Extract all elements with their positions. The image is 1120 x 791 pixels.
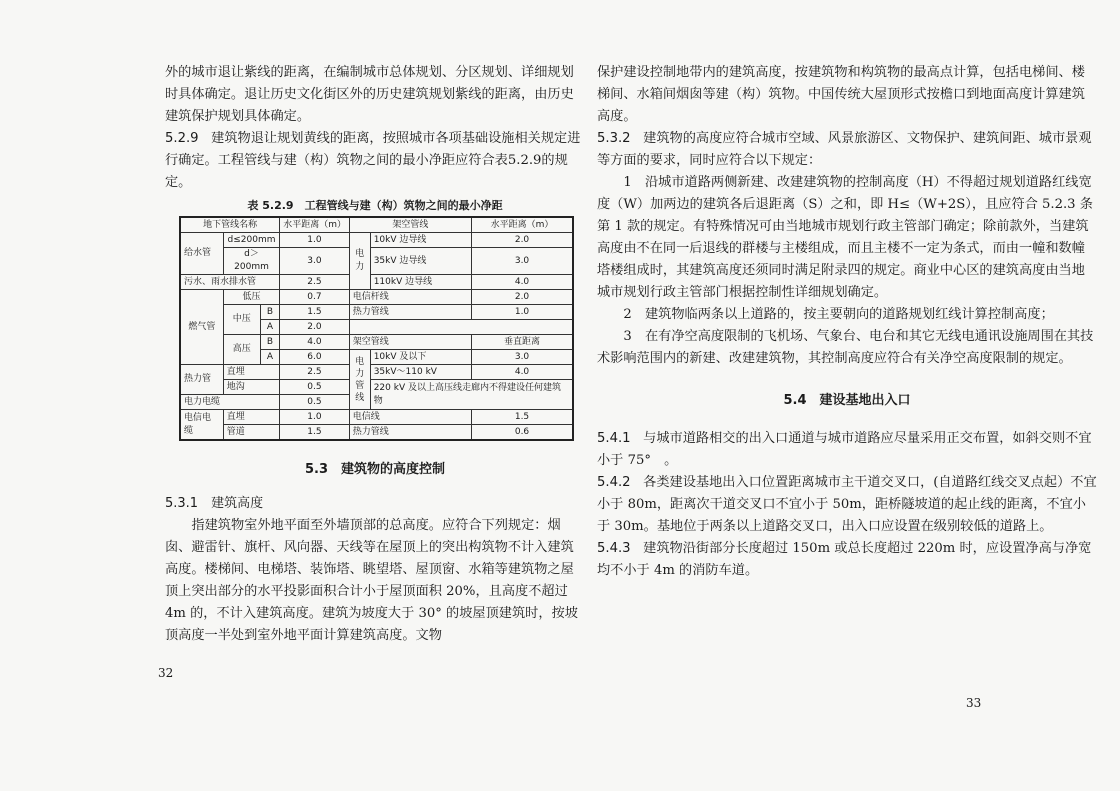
- cell-tc-duct: 管道: [223, 425, 279, 441]
- cell-power-cable: 电力电缆: [180, 395, 280, 410]
- cell-value: 3.0: [472, 248, 573, 275]
- item-2: 2 建筑物临两条以上道路的，按主要朝向的道路规划红线计算控制高度；: [623, 307, 1054, 322]
- clearance-table: [179, 216, 574, 441]
- cell-aerial-2: 架空管线: [349, 335, 471, 350]
- header-aerial: 架空管线: [349, 217, 471, 233]
- section-text: 建筑物沿街部分长度超过 150m 或总长度超过 220m 时，应设置净高与净宽均不小于 4m 的消防车道。: [597, 541, 1092, 578]
- cell-tel-cable: 电信电缆: [180, 410, 223, 441]
- cell-trench: 地沟: [223, 380, 279, 395]
- section-5-4-3: [597, 538, 1097, 582]
- cell-power-aerial: 电力管线: [349, 350, 370, 410]
- cell-b: B: [260, 335, 279, 350]
- cell-a: A: [260, 320, 279, 335]
- cell-gas: 燃气管: [180, 290, 223, 365]
- table-row: [180, 275, 573, 290]
- cell-b: B: [260, 305, 279, 320]
- cell-tc-buried: 直埋: [223, 410, 279, 425]
- section-number: 5.2.9: [165, 131, 199, 146]
- cell-water: 给水管: [180, 233, 223, 275]
- cell-telecom-pole: 电信杆线: [349, 290, 471, 305]
- cell-value: 2.0: [472, 233, 573, 248]
- section-5-4-title: 5.4 建设基地出入口: [783, 393, 911, 408]
- page-number-right: 33: [966, 696, 982, 710]
- header-horizontal-distance: 水平距离（m）: [280, 217, 350, 233]
- cell-value: 1.5: [472, 410, 573, 425]
- section-5-3-1-text: 指建筑物室外地平面至外墙顶部的总高度。应符合下列规定：烟囱、避雷针、旗杆、风向器、天线等在屋顶上的突出构筑物不计入建筑高度。楼梯间、电梯塔、装饰塔、眺望塔、屋顶窗、水箱等建筑物之屋顶上突出部分的水平投影面积合计小于屋顶面积 20%，且高度不超过 4m 的，不计入建筑高度。建筑为坡度大于 30° 的坡屋顶建筑时，按坡顶高度一半处到室外地平面计算建筑高度。文物: [165, 518, 578, 643]
- section-5-4-1: [597, 428, 1097, 472]
- section-text: 建筑物退让规划黄线的距离，按照城市各项基础设施相关规定进行确定。工程管线与建（构）筑物之间的最小净距应符合表5.2.9的规定。: [165, 131, 581, 190]
- cell-value: 0.5: [280, 380, 350, 395]
- cell-value: 0.7: [280, 290, 350, 305]
- cell-value: 4.0: [472, 275, 573, 290]
- cell-empty: [349, 320, 573, 335]
- cell-kv35-110: 35kV～110 kV: [370, 365, 471, 380]
- section-number: 5.4.3: [597, 541, 631, 556]
- section-text: 建筑物的高度应符合城市空域、风景旅游区、文物保护、建筑间距、城市景观等方面的要求，同时应符合以下规定：: [597, 131, 1092, 168]
- table-row: [180, 305, 573, 320]
- section-text: 与城市道路相交的出入口通道与城市道路应尽量采用正交布置，如斜交则不宜小于 75° 。: [597, 431, 1092, 468]
- header-horizontal-distance-2: 水平距离（m）: [472, 217, 573, 233]
- cell-tel-line: 电信线: [349, 410, 471, 425]
- section-number: 5.4.1: [597, 431, 631, 446]
- cell-value: 2.0: [472, 290, 573, 305]
- cell-value: 0.6: [472, 425, 573, 441]
- table-row: [180, 248, 573, 275]
- cell-value: 4.0: [280, 335, 350, 350]
- cell-value: 1.0: [280, 410, 350, 425]
- cell-heat-line: 热力管线: [349, 425, 471, 441]
- cell-power: 电力: [349, 233, 370, 290]
- continued-paragraph: 保护建设控制地带内的建筑高度，按建筑物和构筑物的最高点计算，包括电梯间、楼梯间、水箱间烟囱等建（构）筑物。中国传统大屋顶形式按檐口到地面高度计算建筑高度。: [597, 65, 1085, 124]
- section-5-4-2: [597, 472, 1097, 538]
- cell-kv220: 220 kV 及以上高压线走廊内不得建设任何建筑物: [370, 380, 573, 410]
- section-5-3-2: [597, 128, 1097, 172]
- table-row: [180, 380, 573, 395]
- cell-value: 1.0: [472, 305, 573, 320]
- section-text: 各类建设基地出入口位置距离城市主干道交叉口，(自道路红线交叉点起）不宜小于 80m，距离次干道交叉口不宜小于 50m，距桥隧坡道的起止线的距离，不宜小于 30m。基地位于两条以上道路交叉口，出入口应设置在级别较低的道路上。: [597, 475, 1097, 534]
- table-row: [180, 335, 573, 350]
- cell-value: 2.5: [280, 275, 350, 290]
- cell-d-le200: d≤200mm: [223, 233, 279, 248]
- cell-heat-aerial: 热力管线: [349, 305, 471, 320]
- cell-value: 3.0: [280, 248, 350, 275]
- table-row: [180, 410, 573, 425]
- cell-heat-pipe: 热力管: [180, 365, 223, 395]
- cell-kv10: 10kV 边导线: [370, 233, 471, 248]
- section-number: 5.3.2: [597, 131, 631, 146]
- cell-sewer: 污水、雨水排水管: [180, 275, 280, 290]
- cell-kv110: 110kV 边导线: [370, 275, 471, 290]
- table-header-row: [180, 217, 573, 233]
- section-5-3-title: 5.3 建筑物的高度控制: [304, 462, 446, 477]
- cell-buried: 直埋: [223, 365, 279, 380]
- section-5-2-9: [165, 128, 585, 194]
- cell-d-gt200: d＞200mm: [223, 248, 279, 275]
- cell-value: 1.5: [280, 305, 350, 320]
- cell-value: 0.5: [280, 395, 350, 410]
- cell-value: 4.0: [472, 365, 573, 380]
- intro-paragraph: 外的城市退让紫线的距离，在编制城市总体规划、分区规划、详细规划时具体确定。退让历史文化街区外的历史建筑规划紫线的距离，由历史建筑保护规划具体确定。: [165, 65, 574, 124]
- table-row: [180, 233, 573, 248]
- section-number: 5.4.2: [597, 475, 631, 490]
- cell-value: 1.0: [280, 233, 350, 248]
- cell-vertical: 垂直距离: [472, 335, 573, 350]
- header-underground: 地下管线名称: [180, 217, 280, 233]
- page-number-left: 32: [158, 666, 174, 680]
- cell-value: 3.0: [472, 350, 573, 365]
- table-row: [180, 290, 573, 305]
- right-page: [580, 0, 1120, 791]
- table-row: [180, 365, 573, 380]
- cell-value: 2.5: [280, 365, 350, 380]
- right-column: [597, 62, 1097, 582]
- cell-a: A: [260, 350, 279, 365]
- cell-high: 高压: [223, 335, 260, 365]
- cell-value: 1.5: [280, 425, 350, 441]
- cell-kv35: 35kV 边导线: [370, 248, 471, 275]
- left-column: [165, 62, 585, 647]
- table-caption: 表 5.2.9 工程管线与建（构）筑物之间的最小净距: [247, 199, 503, 212]
- item-1: 1 沿城市道路两侧新建、改建建筑物的控制高度（H）不得超过规划道路红线宽度（W）加两边的建筑各后退距离（S）之和，即 H≤（W+2S），且应符合 5.2.3 条第 1 款的规定。有特殊情况可由当地城市规划行政主管部门确定；除前款外，当建筑高度由不在同一后退线的群楼与主楼组成，而且主楼不一定为条式，而由一幢和数幢塔楼组成时，其建筑高度还须同时满足附录四的规定。商业中心区的建筑高度由当地城市规划行政主管部门根据控制性详细规划确定。: [597, 175, 1093, 300]
- table-row: [180, 425, 573, 441]
- cell-kv10-below: 10kV 及以下: [370, 350, 471, 365]
- cell-mid: 中压: [223, 305, 260, 335]
- cell-low: 低压: [223, 290, 279, 305]
- item-3: 3 在有净空高度限制的飞机场、气象台、电台和其它无线电通讯设施周围在其技术影响范围内的新建、改建建筑物，其控制高度应符合有关净空高度限制的规定。: [597, 329, 1094, 366]
- section-5-3-1-title: 5.3.1 建筑高度: [165, 496, 264, 511]
- cell-value: 6.0: [280, 350, 350, 365]
- cell-value: 2.0: [280, 320, 350, 335]
